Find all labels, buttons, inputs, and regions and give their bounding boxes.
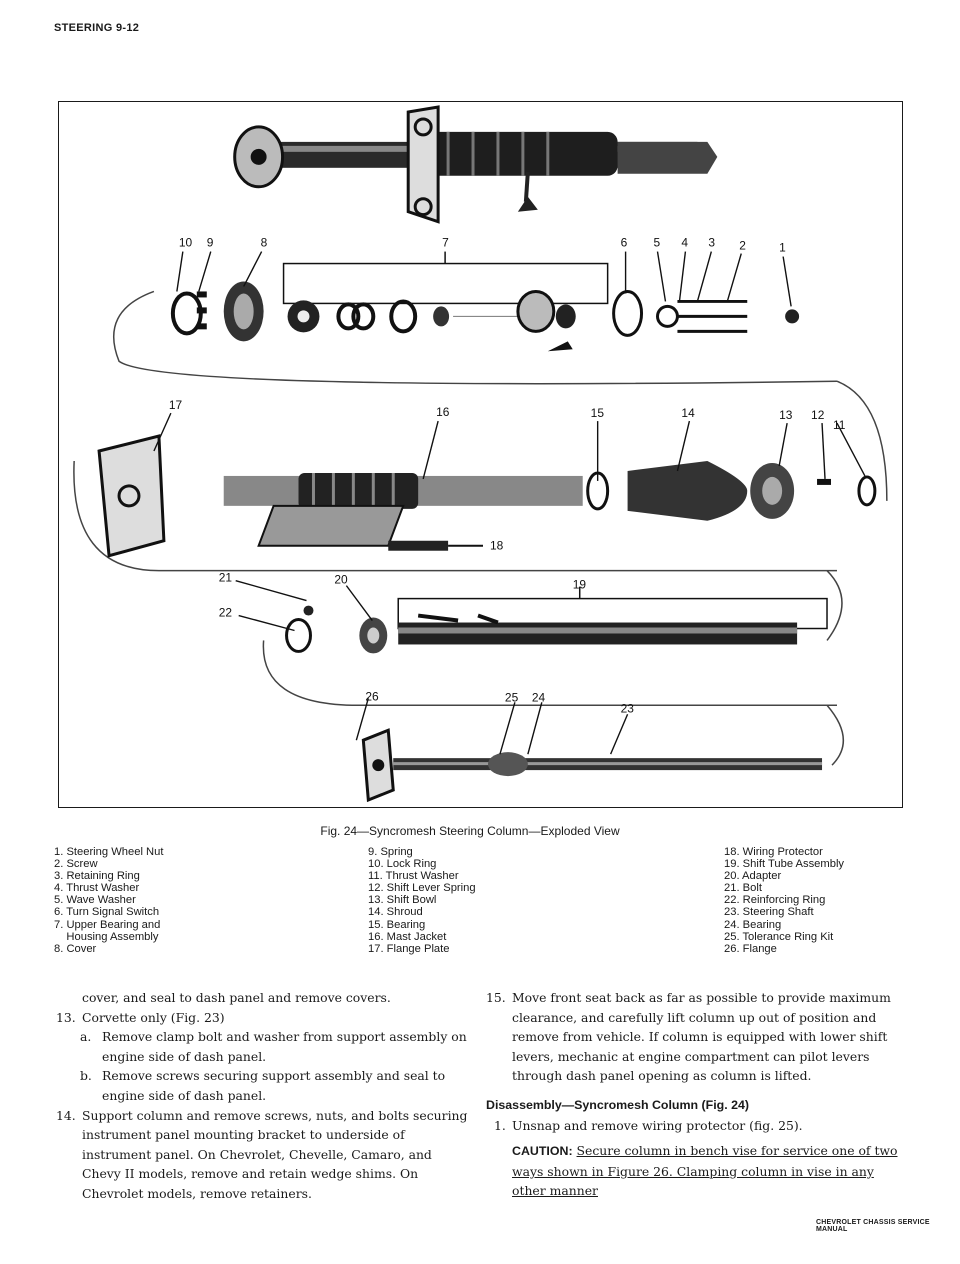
callout-7: 7 [442,235,449,250]
step-14 [56,1106,470,1204]
callout-13: 13 [779,408,793,423]
callout-19: 19 [572,577,587,592]
substep-letter: b. [80,1068,92,1084]
callout-1: 1 [779,240,786,255]
section-heading: Disassembly—Syncromesh Column (Fig. 24) [486,1097,750,1112]
callout-15: 15 [590,406,604,421]
legend-item: 9. Spring [368,846,413,858]
callout-10: 10 [178,235,193,250]
legend-item: 21. Bolt [724,882,762,895]
callout-14: 14 [681,406,695,421]
callout-20: 20 [334,572,348,587]
exploded-view-figure [58,101,903,808]
legend-item: Housing Assembly [54,930,159,943]
page-header: STEERING 9-12 [54,22,140,34]
caution-text: Secure column in bench vise for service one of two ways shown in Figure 26. Clamping column in vise in any other manner [512,1143,898,1199]
step-number: 15. [486,990,506,1005]
legend-item: 18. Wiring Protector [724,846,823,858]
legend-item: 6. Turn Signal Switch [54,906,160,919]
caution-note [486,1141,906,1201]
callout-24: 24 [531,690,546,705]
step-13b [56,1066,470,1105]
step-text: Support column and remove screws, nuts, and bolts securing instrument panel mounting bracket to underside of instrument panel. On Chevrolet, Chevelle, Camaro, and Chevy II models, remove and retain wedge shims. On Chevrolet models, remove retainers. [82,1107,468,1201]
callout-5: 5 [653,235,661,250]
step-13a [56,1027,470,1066]
callout-8: 8 [260,235,268,250]
legend-item: 11. Thrust Washer [368,870,459,883]
legend-item: 1. Steering Wheel Nut [54,846,164,858]
callout-17: 17 [168,398,183,413]
step-text: Move front seat back as far as possible to provide maximum clearance, and carefully lift column up out of position and remove from vehicle. If column is equipped with lower shift levers, mechanic at engine compartment can pilot levers through dash panel opening as column is lifted. [512,990,891,1084]
substep-text: Remove clamp bolt and washer from support assembly on engine side of dash panel. [102,1029,467,1064]
callout-6: 6 [620,235,628,250]
legend-item: 8. Cover [54,942,97,955]
figure-caption [0,824,960,838]
step-13 [56,1008,470,1028]
callout-16: 16 [436,405,450,420]
publisher-footer: CHEVROLET CHASSIS SERVICE MANUAL [816,1219,930,1233]
substep-letter: a. [80,1029,92,1045]
legend-column-1 [54,846,294,955]
callout-11: 11 [832,418,846,433]
legend-item: 5. Wave Washer [54,894,136,907]
legend-item: 3. Retaining Ring [54,870,140,883]
callout-25: 25 [504,690,519,705]
legend-item: 25. Tolerance Ring Kit [724,930,834,943]
legend-item: 23. Steering Shaft [724,906,814,919]
assembled-column [235,107,718,222]
parts-row-1 [114,252,837,384]
legend-item: 16. Mast Jacket [368,930,447,943]
legend-item: 20. Adapter [724,870,782,883]
callout-18: 18 [489,538,504,553]
step-15 [486,988,906,1086]
callout-22: 22 [218,605,233,620]
continued-paragraph: cover, and seal to dash panel and remove covers. [82,990,391,1005]
legend-item: 13. Shift Bowl [368,894,437,907]
exploded-view-drawing [59,102,902,807]
callout-21: 21 [218,570,233,585]
legend-item: 19. Shift Tube Assembly [724,858,845,871]
callout-2: 2 [739,238,746,253]
substep-text: Remove screws securing support assembly and seal to engine side of dash panel. [102,1068,446,1103]
legend-item: 15. Bearing [368,918,426,931]
callout-3: 3 [708,235,716,250]
step-number: 14. [56,1107,76,1123]
step-text: Unsnap and remove wiring protector (fig. 25). [512,1117,803,1133]
legend-item: 14. Shroud [368,906,423,919]
callout-4: 4 [681,235,689,250]
legend-column-2 [368,846,588,955]
callout-12: 12 [811,408,825,423]
legend-item: 7. Upper Bearing and [54,918,161,931]
legend-item: 10. Lock Ring [368,858,437,871]
step-text: Corvette only (Fig. 23) [82,1009,225,1025]
legend-item: 2. Screw [54,858,98,871]
figure-caption-text: Fig. 24—Syncromesh Steering Column—Exploded View [320,824,620,838]
legend-item: 22. Reinforcing Ring [724,894,826,907]
right-text-column [486,988,906,1201]
legend-item: 17. Flange Plate [368,942,450,955]
legend-item: 24. Bearing [724,918,782,931]
callout-9: 9 [206,235,214,250]
parts-row-2 [74,381,887,570]
step-number: 1. [494,1117,506,1133]
legend-column-3 [724,846,924,955]
legend-item: 26. Flange [724,942,777,955]
legend-item: 12. Shift Lever Spring [368,882,476,895]
step-number: 13. [56,1009,76,1025]
legend-item: 4. Thrust Washer [54,882,140,895]
caution-label: CAUTION: [512,1144,573,1159]
callout-23: 23 [620,701,634,716]
parts-row-4 [363,705,843,800]
left-text-column [56,988,470,1204]
callout-26: 26 [365,689,379,704]
step-1 [486,1116,906,1136]
